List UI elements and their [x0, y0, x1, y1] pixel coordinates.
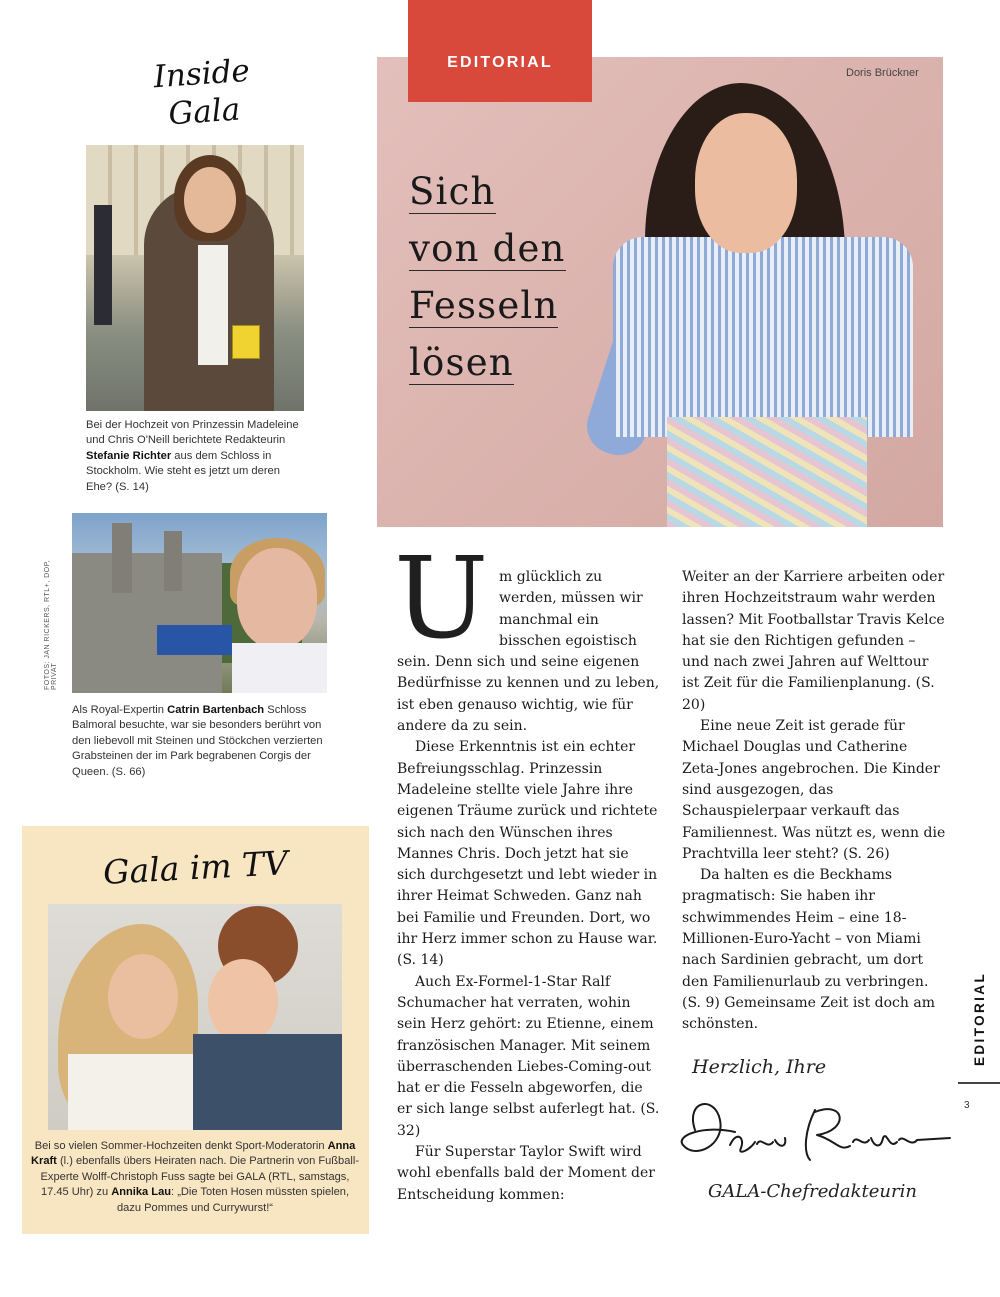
paragraph: Auch Ex-Formel-1-Star Ralf Schumacher hat verraten, wohin sein Herz gehört: zu Etienne, einem französischen Manager. Mit seinem überraschenden Liebes-Coming-out hat er die Fesseln abgeworfen, die er sich lange selbst auferlegt hat. (S. 32) [397, 973, 660, 1139]
drop-cap: U [394, 534, 489, 664]
inside-gala-title-line1: Inside [152, 52, 251, 96]
editorial-column-right [682, 567, 946, 1036]
name-catrin-bartenbach: Catrin Bartenbach [167, 704, 265, 716]
name-annika-lau: Annika Lau [111, 1186, 172, 1199]
editorial-tab [408, 0, 592, 102]
headline-line: lösen [409, 341, 514, 384]
name-stefanie-richter: Stefanie Richter [86, 449, 172, 462]
headline-line: Fesseln [409, 284, 559, 327]
author-tag: Doris Brückner [846, 67, 919, 79]
inside-gala-title-line2: Gala [167, 91, 242, 133]
caption-gala-tv: Bei so vielen Sommer-Hochzeiten denkt Sport-Moderatorin Anna Kraft (l.) ebenfalls übers Heiraten nach. Die Partnerin von Fußball-Experte Wolff-Christoph Fuss sagte bei GALA (RTL, samstags, 17.45 Uhr) zu Annika Lau: „Die Toten Hosen müssten spielen, dazu Pommes und Currywurst!“ [30, 1140, 360, 1214]
signature-image [675, 1090, 955, 1174]
paragraph: Da halten es die Beckhams pragmatisch: Sie haben ihr schwimmendes Heim – eine 18-Millionen-Euro-Yacht – von Miami nach Sardinien gebracht, um dort den Familienurlaub zu verbringen. (S. 9) Gemeinsame Zeit ist doch am schönsten. [682, 867, 935, 1033]
photo-catrin-bartenbach [72, 513, 327, 693]
caption-stefanie-richter: Bei der Hochzeit von Prinzessin Madeleine und Chris O'Neill berichtete Redakteurin Stefanie Richter aus dem Schloss in Stockholm. Wie steht es jetzt um deren Ehe? (S. 14) [86, 419, 299, 493]
gala-tv-title: Gala im TV [102, 843, 289, 892]
paragraph-intro: m glücklich zu werden, müssen wir manchmal ein bisschen egoistisch sein. Denn sich und seine eigenen Bedürfnisse zu kennen und zu leben, ist eben genauso wichtig, wie für andere da zu sein. [397, 569, 660, 735]
paragraph: Diese Erkenntnis ist ein echter Befreiungsschlag. Prinzessin Madeleine stellte viele Jahre ihre eigenen Träume zurück und richtete sich nach den Wünschen ihres Mannes Chris. Doch jetzt hat sie sich durchgesetzt und lebt wieder in ihrer Heimat Schweden. Ganz nah bei Familie und Freunden. Dort, wo ihr Herz immer schon zu Hause war. (S. 14) [397, 739, 658, 969]
inside-gala-title [126, 50, 281, 136]
photo-stefanie-richter [86, 145, 304, 411]
paragraph: Eine neue Zeit ist gerade für Michael Douglas und Catherine Zeta-Jones angebrochen. Die Kinder sind ausgezogen, das Schauspielerpaar verkauft das Familiennest. Was nützt es, wenn die Prachtvilla leer steht? (S. 26) [682, 718, 946, 862]
page-number: 3 [964, 1100, 970, 1111]
editorial-column-left [397, 567, 661, 1206]
photo-credit: FOTOS: JAN RICKERS, RTL+, DOP, PRIVAT [44, 559, 58, 690]
side-section-label: EDITORIAL [972, 971, 987, 1066]
side-divider [958, 1082, 1000, 1084]
headline-line: von den [409, 227, 566, 270]
paragraph: Für Superstar Taylor Swift wird wohl ebenfalls bald der Moment der Entscheidung kommen: [397, 1144, 655, 1203]
headline-line: Sich [409, 170, 496, 213]
photo-anna-kraft-annika-lau [48, 904, 342, 1130]
caption-catrin-bartenbach: Als Royal-Expertin Catrin Bartenbach Schloss Balmoral besuchte, war sie besonders berührt von den liebevoll mit Steinen und Stöckchen verzierten Grabsteinen der im Park begrabenen Corgis der Queen. (S. 66) [72, 704, 323, 778]
name-anna-kraft: Anna Kraft [30, 1140, 356, 1168]
closing-greeting: Herzlich, Ihre [692, 1056, 827, 1078]
editorial-tab-label: EDITORIAL [447, 54, 553, 71]
editorial-headline [409, 170, 599, 398]
paragraph: Weiter an der Karriere arbeiten oder ihren Hochzeitstraum wahr werden lassen? Mit Footballstar Travis Kelce hat sie den Richtigen gefunden – und nach zwei Jahren auf Welttour ist Zeit für die Familienplanung. (S. 20) [682, 569, 945, 713]
author-role: GALA-Chefredakteurin [708, 1181, 917, 1202]
